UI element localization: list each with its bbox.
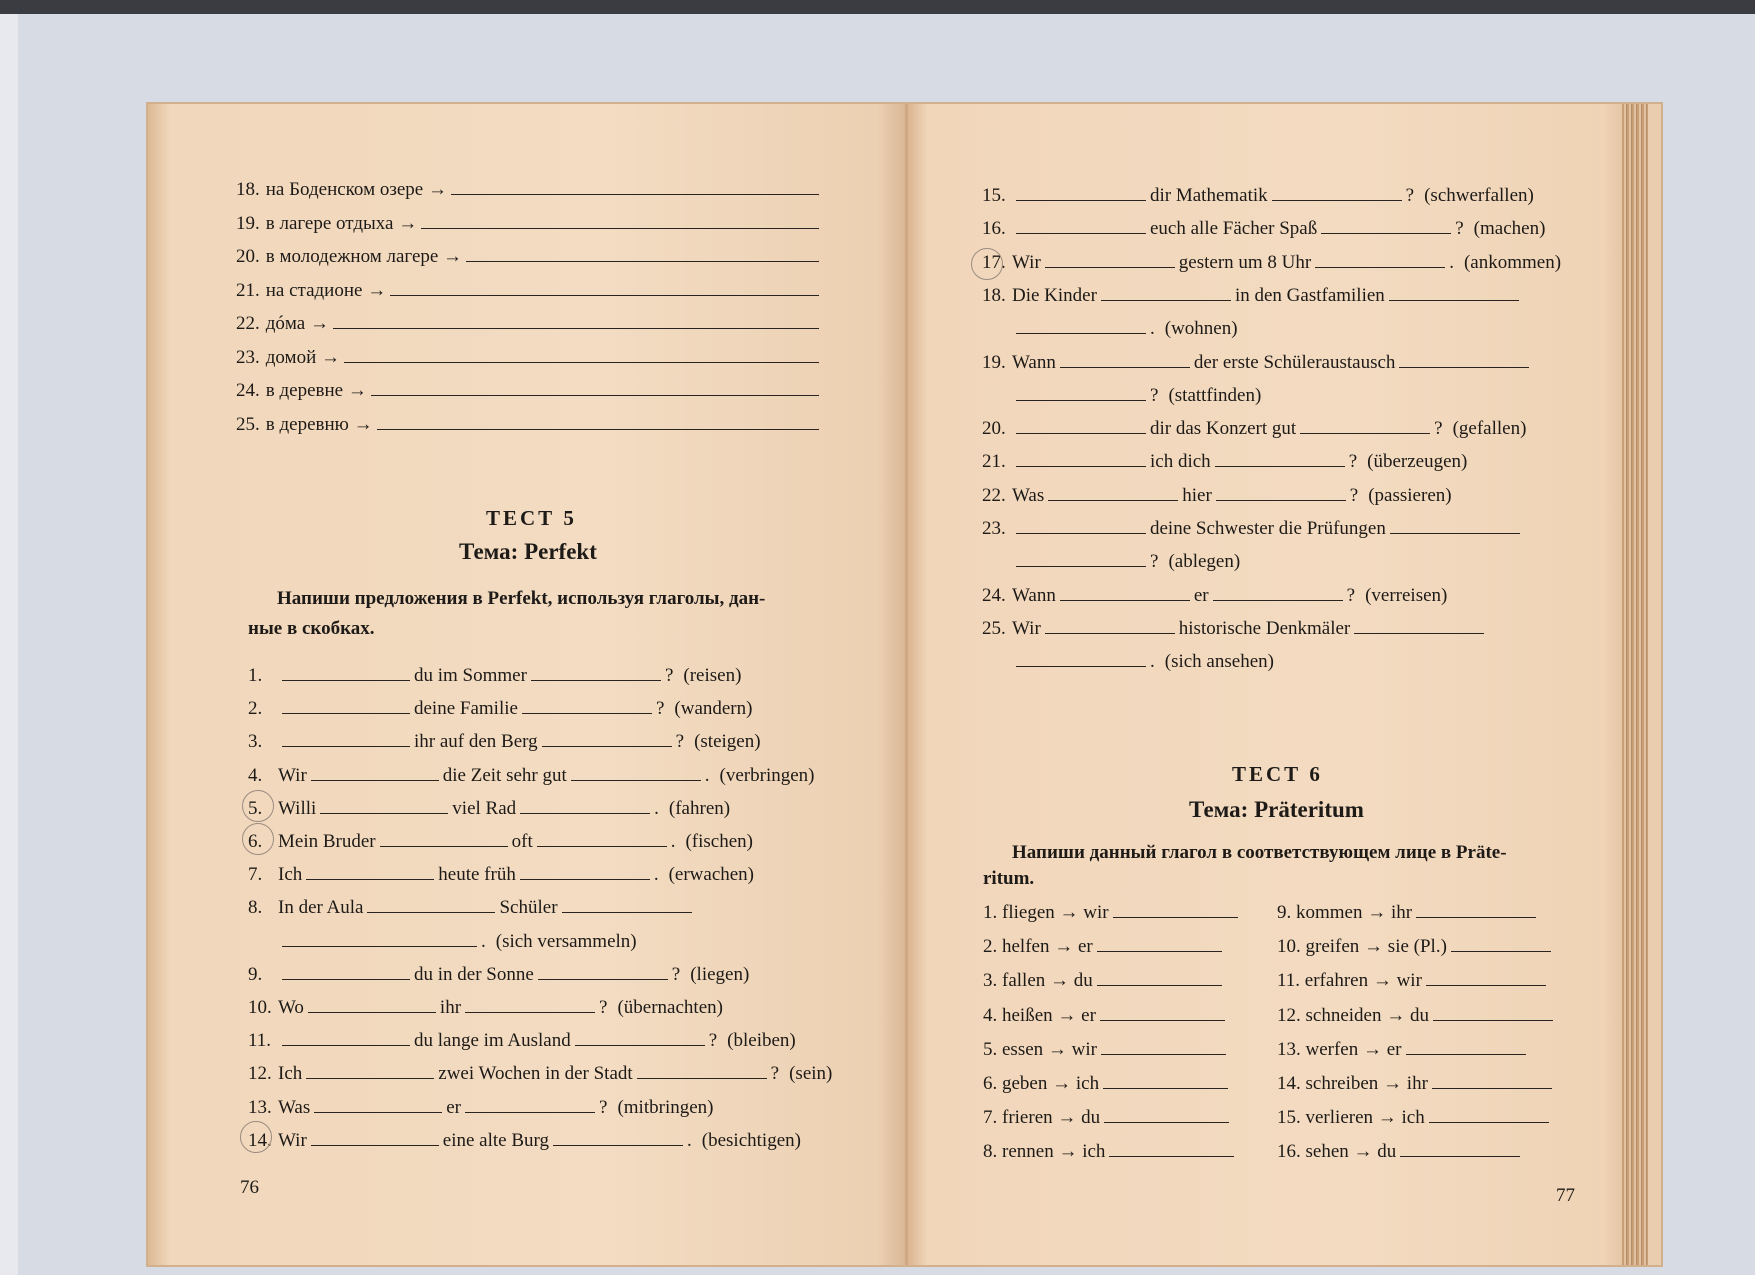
item-lead: Wir <box>1012 251 1041 273</box>
verb-item <box>1277 1138 1524 1164</box>
item-punct: ? <box>664 665 674 686</box>
answer-blank <box>1426 967 1546 986</box>
item-punct: ? <box>1455 218 1464 240</box>
answer-blank <box>1016 548 1146 567</box>
answer-blank <box>1399 349 1529 368</box>
answer-blank <box>542 728 672 747</box>
item-number: 11. <box>248 1030 272 1052</box>
answer-blank <box>553 1127 683 1146</box>
item-punct: . <box>670 831 676 852</box>
scan-border-top <box>0 0 1755 14</box>
item-lead: Wir <box>1012 617 1041 639</box>
answer-blank <box>1016 448 1146 467</box>
verb-item <box>1277 967 1550 993</box>
item-hint: (besichtigen) <box>701 1129 801 1151</box>
item-punct: ? <box>1405 185 1415 206</box>
answer-blank <box>537 828 667 847</box>
item-number: 12. <box>248 1063 272 1085</box>
answer-blank <box>1103 1070 1228 1089</box>
arrow-item <box>236 411 823 437</box>
item-number: 2. <box>248 698 263 720</box>
exercise-continuation <box>982 548 1240 574</box>
item-punct: ? <box>770 1063 780 1085</box>
verb-item <box>983 933 1226 959</box>
exercise-item <box>248 894 706 920</box>
answer-blank <box>1016 315 1146 334</box>
answer-blank <box>1101 1036 1226 1055</box>
exercise-item <box>982 448 1467 474</box>
item-number: 23. <box>982 518 1006 539</box>
pencil-circle-14 <box>240 1121 272 1153</box>
arrow-item <box>236 243 823 269</box>
item-punct: . <box>654 797 659 819</box>
exercise-item <box>248 828 753 854</box>
item-middle: du lange im Ausland <box>414 1030 571 1052</box>
test5-label: ТЕСТ 5 <box>486 506 577 530</box>
item-number: 13. <box>248 1096 272 1118</box>
verb-item <box>983 1002 1229 1028</box>
answer-blank <box>575 1027 705 1046</box>
verb-text: 2. helfen → er <box>983 936 1093 958</box>
exercise-item <box>982 582 1447 608</box>
answer-blank <box>377 411 819 430</box>
test5-topic: Тема: Perfekt <box>459 539 597 564</box>
item-middle: er <box>1193 584 1209 606</box>
page-number-left: 76 <box>240 1177 259 1198</box>
item-text: в молодежном лагере → <box>265 246 463 267</box>
item-lead: Was <box>1012 484 1045 506</box>
item-middle: er <box>446 1096 462 1118</box>
answer-blank <box>1100 1002 1225 1021</box>
answer-blank <box>1113 899 1238 918</box>
test6-label: ТЕСТ 6 <box>1232 762 1323 786</box>
pencil-circle-5 <box>242 790 274 822</box>
exercise-item <box>982 349 1543 375</box>
exercise-item <box>248 961 749 987</box>
item-number: 20. <box>236 246 260 267</box>
exercise-item <box>982 215 1545 241</box>
pencil-circle-17 <box>971 248 1003 280</box>
answer-blank <box>466 243 819 262</box>
item-number: 7. <box>248 864 263 886</box>
item-punct: ? <box>1150 384 1159 406</box>
item-middle: historische Denkmäler <box>1178 617 1351 639</box>
item-middle: dir Mathematik <box>1150 185 1268 206</box>
exercise-item <box>248 1127 801 1153</box>
answer-blank <box>1048 482 1178 501</box>
answer-blank <box>571 762 701 781</box>
item-punct: ? <box>708 1030 718 1052</box>
item-hint: (sein) <box>789 1063 833 1085</box>
item-punct: ? <box>1150 551 1159 573</box>
answer-blank <box>1432 1070 1552 1089</box>
item-number: 23. <box>236 346 260 368</box>
answer-blank <box>465 994 595 1013</box>
item-number: 19. <box>236 212 260 234</box>
verb-item <box>1277 1036 1530 1062</box>
arrow-item <box>236 277 823 303</box>
answer-blank <box>531 662 661 681</box>
item-hint: (ablegen) <box>1168 551 1241 573</box>
answer-blank <box>282 728 410 747</box>
item-punct: ? <box>671 963 681 985</box>
exercise-continuation <box>982 315 1238 341</box>
item-number: 6. <box>248 831 263 852</box>
answer-blank <box>1060 582 1190 601</box>
answer-blank <box>1315 249 1445 268</box>
answer-blank <box>344 344 819 363</box>
item-hint: (passieren) <box>1368 484 1452 506</box>
item-hint: (ankommen) <box>1463 251 1562 273</box>
item-number: 17. <box>982 251 1006 273</box>
verb-item <box>983 1070 1232 1096</box>
item-text: на Боденском озере → <box>265 179 447 200</box>
item-text: в деревне → <box>265 380 367 401</box>
answer-blank <box>282 928 477 947</box>
answer-blank <box>1016 515 1146 534</box>
item-punct: ? <box>655 698 665 720</box>
verb-item <box>983 1036 1230 1062</box>
item-lead: Wann <box>1012 584 1056 606</box>
item-number: 5. <box>248 797 263 819</box>
item-text: домой → <box>265 346 340 368</box>
test5-instruction-line1: Напиши предложения в Perfekt, используя глаголы, дан- <box>277 588 766 609</box>
item-hint: (erwachen) <box>668 864 755 886</box>
exercise-continuation <box>982 648 1274 674</box>
answer-blank <box>1016 415 1146 434</box>
answer-blank <box>282 961 410 980</box>
exercise-continuation <box>248 928 637 954</box>
item-number: 3. <box>248 731 263 753</box>
item-hint: (steigen) <box>694 731 761 753</box>
answer-blank <box>1400 1138 1520 1157</box>
item-punct: ? <box>599 997 608 1018</box>
answer-blank <box>637 1060 767 1079</box>
item-lead: Die Kinder <box>1012 284 1097 306</box>
verb-text: 4. heißen → er <box>983 1004 1096 1026</box>
answer-blank <box>314 1094 442 1113</box>
item-number: 21. <box>982 451 1006 473</box>
item-number: 15. <box>982 185 1006 206</box>
test6-topic: Тема: Präteritum <box>1189 797 1364 822</box>
item-number: 14. <box>248 1129 272 1151</box>
exercise-item <box>248 795 730 821</box>
answer-blank <box>1416 899 1536 918</box>
item-middle: Schüler <box>499 897 558 919</box>
answer-blank <box>562 894 692 913</box>
answer-blank <box>1109 1138 1234 1157</box>
item-middle: zwei Wochen in der Stadt <box>438 1063 633 1085</box>
answer-blank <box>538 961 668 980</box>
item-number: 22. <box>236 313 260 334</box>
answer-blank <box>421 210 819 229</box>
item-hint: (verreisen) <box>1365 584 1448 606</box>
answer-blank <box>282 1027 410 1046</box>
item-middle: ihr auf den Berg <box>414 731 538 753</box>
exercise-item <box>982 282 1533 308</box>
item-hint: (überzeugen) <box>1367 451 1468 473</box>
answer-blank <box>311 1127 439 1146</box>
answer-blank <box>1213 582 1343 601</box>
answer-blank <box>371 377 819 396</box>
exercise-item <box>248 994 723 1020</box>
item-lead: Mein Bruder <box>278 831 376 852</box>
exercise-item <box>248 762 815 788</box>
answer-blank <box>1104 1104 1229 1123</box>
answer-blank <box>1321 215 1451 234</box>
arrow-item <box>236 377 823 403</box>
item-lead: Wir <box>278 1129 307 1151</box>
item-middle: viel Rad <box>452 797 517 819</box>
answer-blank <box>1215 448 1345 467</box>
item-hint: (fischen) <box>685 831 754 852</box>
answer-blank <box>1272 182 1402 201</box>
verb-text: 3. fallen → du <box>983 970 1093 992</box>
item-middle: dir das Konzert gut <box>1150 418 1297 440</box>
exercise-item <box>248 1094 713 1120</box>
answer-blank <box>1016 382 1146 401</box>
page-number-right: 77 <box>1556 1185 1575 1206</box>
answer-blank <box>1016 648 1146 667</box>
item-hint: (sich ansehen) <box>1164 651 1274 673</box>
answer-blank <box>1016 215 1146 234</box>
answer-blank <box>1060 349 1190 368</box>
item-middle: eine alte Burg <box>442 1129 550 1151</box>
verb-text: 6. geben → ich <box>983 1073 1100 1094</box>
item-middle: du im Sommer <box>414 665 527 686</box>
arrow-item <box>236 344 823 370</box>
verb-text: 16. sehen → du <box>1277 1141 1397 1163</box>
item-middle: ihr <box>439 997 462 1018</box>
item-hint: (liegen) <box>690 963 750 985</box>
item-middle: hier <box>1182 484 1212 506</box>
verb-text: 11. erfahren → wir <box>1277 970 1422 992</box>
item-lead: Wo <box>278 997 304 1018</box>
item-middle: euch alle Fächer Spaß <box>1150 218 1318 240</box>
answer-blank <box>1354 615 1484 634</box>
answer-blank <box>1300 415 1430 434</box>
test6-instruction-line2: ritum. <box>983 868 1035 889</box>
arrow-item <box>236 310 823 336</box>
item-hint: (mitbringen) <box>617 1096 714 1118</box>
exercise-item <box>982 249 1561 275</box>
answer-blank <box>1389 282 1519 301</box>
item-number: 25. <box>236 413 260 435</box>
verb-text: 10. greifen → sie (Pl.) <box>1277 936 1447 958</box>
item-number: 18. <box>982 284 1006 306</box>
scan-border-left <box>0 14 18 1275</box>
answer-blank <box>311 762 439 781</box>
item-hint: (gefallen) <box>1452 418 1527 440</box>
pencil-circle-6 <box>242 823 274 855</box>
answer-blank <box>380 828 508 847</box>
answer-blank <box>1101 282 1231 301</box>
item-number: 1. <box>248 665 263 686</box>
item-middle: oft <box>511 831 533 852</box>
item-hint: (verbringen) <box>719 764 815 786</box>
answer-blank <box>320 795 448 814</box>
item-punct: . <box>704 764 710 786</box>
answer-blank <box>282 662 410 681</box>
exercise-item <box>982 615 1498 641</box>
item-text: в деревню → <box>265 413 373 435</box>
answer-blank <box>1045 615 1175 634</box>
item-lead: Wann <box>1012 351 1056 373</box>
verb-text: 13. werfen → er <box>1277 1038 1402 1060</box>
item-text: на стадионе → <box>265 279 387 301</box>
item-punct: . <box>481 930 486 952</box>
item-punct: . <box>687 1129 692 1151</box>
answer-blank <box>1045 249 1175 268</box>
item-number: 4. <box>248 764 263 786</box>
item-hint: (schwerfallen) <box>1424 185 1534 206</box>
item-number: 19. <box>982 351 1006 373</box>
item-text: в лагере отдыха → <box>265 212 418 234</box>
item-lead: In der Aula <box>278 897 364 919</box>
page-edge <box>1622 104 1648 1265</box>
exercise-item <box>982 182 1534 208</box>
verb-item <box>983 1104 1233 1130</box>
verb-item <box>1277 1070 1556 1096</box>
verb-text: 1. fliegen → wir <box>983 902 1109 923</box>
item-hint: (machen) <box>1473 218 1546 240</box>
item-hint: (stattfinden) <box>1168 384 1262 406</box>
answer-blank <box>522 695 652 714</box>
item-hint: (sich versammeln) <box>495 930 637 952</box>
exercise-item <box>248 695 752 721</box>
answer-blank <box>1016 182 1146 201</box>
item-punct: ? <box>675 731 685 753</box>
item-hint: (bleiben) <box>727 1030 796 1052</box>
item-number: 22. <box>982 484 1006 506</box>
answer-blank <box>308 994 436 1013</box>
answer-blank <box>367 894 495 913</box>
item-punct: ? <box>1346 584 1356 606</box>
arrow-item <box>236 210 823 236</box>
item-lead: Ich <box>278 1063 303 1085</box>
item-punct: ? <box>599 1096 608 1118</box>
answer-blank <box>390 277 819 296</box>
verb-text: 14. schreiben → ihr <box>1277 1073 1428 1094</box>
verb-item <box>1277 933 1555 959</box>
item-punct: . <box>1449 251 1454 273</box>
item-punct: . <box>1150 651 1155 673</box>
item-number: 25. <box>982 617 1006 639</box>
verb-item <box>1277 1002 1557 1028</box>
answer-blank <box>1451 933 1551 952</box>
exercise-item <box>248 1060 832 1086</box>
test5-instruction-line2: ные в скобках. <box>248 618 375 639</box>
answer-blank <box>1406 1036 1526 1055</box>
answer-blank <box>282 695 410 714</box>
exercise-item <box>248 861 754 887</box>
answer-blank <box>1216 482 1346 501</box>
answer-blank <box>1097 933 1222 952</box>
item-lead: Willi <box>278 797 317 819</box>
item-middle: in den Gastfamilien <box>1234 284 1385 306</box>
item-punct: . <box>653 864 659 886</box>
answer-blank <box>306 1060 434 1079</box>
answer-blank <box>520 795 650 814</box>
item-middle: der erste Schüleraustausch <box>1193 351 1396 373</box>
exercise-continuation <box>982 382 1261 408</box>
item-punct: . <box>1150 318 1155 340</box>
answer-blank <box>520 861 650 880</box>
verb-item <box>1277 899 1540 925</box>
item-number: 20. <box>982 418 1006 440</box>
item-hint: (fahren) <box>668 797 731 819</box>
item-number: 16. <box>982 218 1006 240</box>
item-hint: (reisen) <box>683 665 742 686</box>
item-middle: ich dich <box>1150 451 1211 473</box>
verb-item <box>983 899 1242 925</box>
verb-item <box>983 967 1226 993</box>
item-middle: du in der Sonne <box>414 963 534 985</box>
item-middle: deine Familie <box>414 698 518 720</box>
answer-blank <box>1390 515 1520 534</box>
verb-text: 15. verlieren → ich <box>1277 1107 1425 1129</box>
exercise-item <box>982 482 1452 508</box>
item-middle: gestern um 8 Uhr <box>1178 251 1312 273</box>
exercise-item <box>248 728 761 754</box>
verb-text: 9. kommen → ihr <box>1277 902 1413 923</box>
item-middle: die Zeit sehr gut <box>442 764 567 786</box>
item-hint: (übernachten) <box>617 997 723 1018</box>
verb-text: 5. essen → wir <box>983 1038 1097 1060</box>
verb-item <box>1277 1104 1553 1130</box>
test6-instruction-line1: Напиши данный глагол в соответствующем лице в Präte- <box>1012 842 1507 863</box>
exercise-item <box>248 1027 796 1053</box>
verb-text: 8. rennen → ich <box>983 1141 1106 1163</box>
item-text: дóма → <box>265 313 329 334</box>
answer-blank <box>1429 1104 1549 1123</box>
exercise-item <box>982 415 1526 441</box>
verb-item <box>983 1138 1238 1164</box>
item-punct: ? <box>1349 484 1359 506</box>
answer-blank <box>451 176 819 195</box>
item-number: 9. <box>248 963 263 985</box>
item-punct: ? <box>1348 451 1358 473</box>
answer-blank <box>465 1094 595 1113</box>
arrow-item <box>236 176 823 202</box>
item-number: 21. <box>236 279 260 301</box>
exercise-item <box>248 662 741 688</box>
item-hint: (wandern) <box>674 698 753 720</box>
item-number: 24. <box>236 380 260 401</box>
answer-blank <box>333 310 819 329</box>
item-lead: Was <box>278 1096 311 1118</box>
item-middle: deine Schwester die Prüfungen <box>1150 518 1386 539</box>
item-number: 8. <box>248 897 263 919</box>
verb-text: 12. schneiden → du <box>1277 1004 1429 1026</box>
answer-blank <box>1433 1002 1553 1021</box>
answer-blank <box>306 861 434 880</box>
exercise-item <box>982 515 1534 541</box>
item-number: 18. <box>236 179 260 200</box>
item-hint: (wohnen) <box>1164 318 1238 340</box>
item-lead: Wir <box>278 764 307 786</box>
answer-blank <box>1097 967 1222 986</box>
item-lead: Ich <box>278 864 303 886</box>
item-number: 10. <box>248 997 272 1018</box>
item-punct: ? <box>1434 418 1443 440</box>
item-number: 24. <box>982 584 1006 606</box>
item-middle: heute früh <box>438 864 516 886</box>
verb-text: 7. frieren → du <box>983 1107 1101 1129</box>
